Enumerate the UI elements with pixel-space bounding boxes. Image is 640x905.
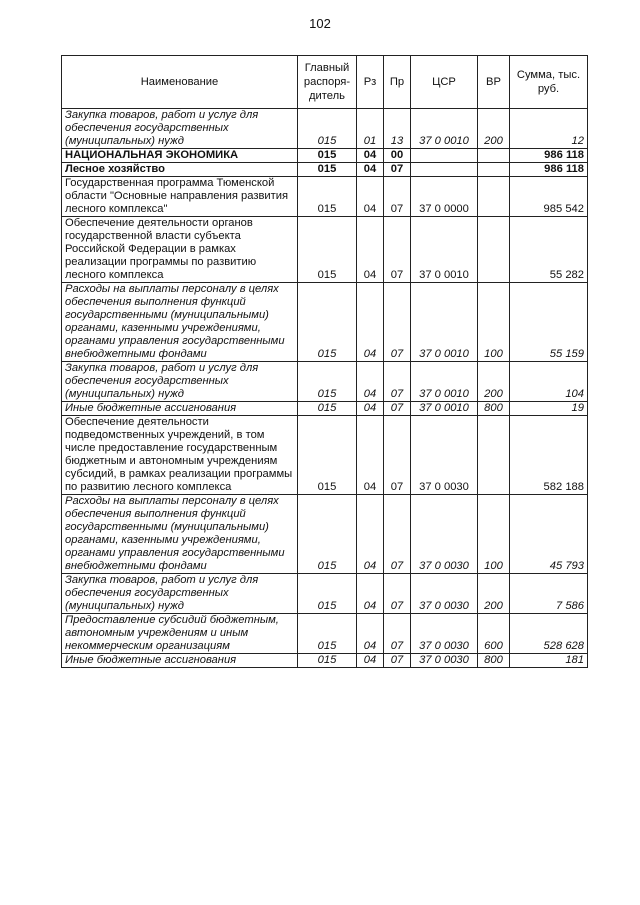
header-subsection: Пр [384, 56, 411, 109]
cell-name: Расходы на выплаты персоналу в целях обеспечения выполнения функций государственными (муниципальными) органами, казенными учреждениями, органами управления государственными внебюджетными фондами [62, 495, 298, 574]
cell-subsection: 13 [384, 109, 411, 149]
cell-subsection: 07 [384, 217, 411, 283]
cell-expense-type: 800 [478, 654, 510, 668]
table-row [62, 163, 588, 177]
cell-amount: 528 628 [510, 614, 588, 654]
cell-amount: 985 542 [510, 177, 588, 217]
cell-subsection: 07 [384, 362, 411, 402]
cell-amount: 19 [510, 402, 588, 416]
cell-section: 04 [357, 362, 384, 402]
table-row [62, 109, 588, 149]
cell-section: 04 [357, 416, 384, 495]
cell-expense-type: 800 [478, 402, 510, 416]
cell-chief-manager: 015 [298, 163, 357, 177]
cell-expense-type: 100 [478, 283, 510, 362]
cell-target-article: 37 0 0010 [411, 217, 478, 283]
cell-amount: 12 [510, 109, 588, 149]
cell-amount: 45 793 [510, 495, 588, 574]
cell-target-article: 37 0 0030 [411, 574, 478, 614]
cell-chief-manager: 015 [298, 402, 357, 416]
header-amount: Сумма, тыс. руб. [510, 56, 588, 109]
cell-subsection: 07 [384, 177, 411, 217]
cell-section: 04 [357, 283, 384, 362]
table-row [62, 402, 588, 416]
cell-amount: 104 [510, 362, 588, 402]
table-body [62, 109, 588, 668]
cell-expense-type: 200 [478, 574, 510, 614]
cell-expense-type: 200 [478, 109, 510, 149]
table-row [62, 495, 588, 574]
cell-name: Расходы на выплаты персоналу в целях обеспечения выполнения функций государственными (муниципальными) органами, казенными учреждениями, органами управления государственными внебюджетными фондами [62, 283, 298, 362]
cell-expense-type [478, 163, 510, 177]
cell-chief-manager: 015 [298, 109, 357, 149]
cell-name: Иные бюджетные ассигнования [62, 402, 298, 416]
cell-target-article [411, 163, 478, 177]
cell-expense-type [478, 416, 510, 495]
cell-name: Предоставление субсидий бюджетным, автономным учреждениям и иным некоммерческим организациям [62, 614, 298, 654]
table-row [62, 416, 588, 495]
header-expense-type: ВР [478, 56, 510, 109]
cell-chief-manager: 015 [298, 217, 357, 283]
table-row [62, 574, 588, 614]
cell-subsection: 07 [384, 163, 411, 177]
cell-chief-manager: 015 [298, 149, 357, 163]
page-number: 102 [309, 16, 331, 31]
cell-subsection: 07 [384, 283, 411, 362]
cell-subsection: 07 [384, 495, 411, 574]
cell-subsection: 07 [384, 574, 411, 614]
table-row [62, 217, 588, 283]
cell-expense-type: 200 [478, 362, 510, 402]
cell-chief-manager: 015 [298, 654, 357, 668]
cell-section: 04 [357, 574, 384, 614]
cell-target-article [411, 149, 478, 163]
cell-subsection: 07 [384, 614, 411, 654]
cell-chief-manager: 015 [298, 283, 357, 362]
cell-amount: 7 586 [510, 574, 588, 614]
cell-expense-type: 600 [478, 614, 510, 654]
cell-chief-manager: 015 [298, 574, 357, 614]
cell-subsection: 07 [384, 402, 411, 416]
cell-section: 04 [357, 402, 384, 416]
table-row [62, 149, 588, 163]
cell-section: 04 [357, 177, 384, 217]
cell-section: 04 [357, 614, 384, 654]
header-target-article: ЦСР [411, 56, 478, 109]
table-row [62, 614, 588, 654]
cell-expense-type [478, 149, 510, 163]
cell-expense-type [478, 217, 510, 283]
budget-table [61, 55, 588, 668]
cell-chief-manager: 015 [298, 495, 357, 574]
table-header-row [62, 56, 588, 109]
cell-subsection: 07 [384, 416, 411, 495]
cell-target-article: 37 0 0030 [411, 416, 478, 495]
cell-section: 04 [357, 654, 384, 668]
table-row [62, 177, 588, 217]
cell-target-article: 37 0 0010 [411, 362, 478, 402]
cell-target-article: 37 0 0030 [411, 495, 478, 574]
cell-name: Обеспечение деятельности органов государственной власти субъекта Российской Федерации в рамках реализации программы по развитию лесного комплекса [62, 217, 298, 283]
cell-expense-type: 100 [478, 495, 510, 574]
cell-amount: 55 282 [510, 217, 588, 283]
cell-name: Государственная программа Тюменской области "Основные направления развития лесного комплекса" [62, 177, 298, 217]
cell-expense-type [478, 177, 510, 217]
cell-target-article: 37 0 0030 [411, 614, 478, 654]
table-row [62, 654, 588, 668]
cell-subsection: 07 [384, 654, 411, 668]
cell-target-article: 37 0 0010 [411, 283, 478, 362]
cell-amount: 986 118 [510, 163, 588, 177]
table-row [62, 362, 588, 402]
cell-amount: 55 159 [510, 283, 588, 362]
cell-name: Закупка товаров, работ и услуг для обеспечения государственных (муниципальных) нужд [62, 109, 298, 149]
header-chief-manager: Главный распоря-дитель [298, 56, 357, 109]
cell-subsection: 00 [384, 149, 411, 163]
cell-chief-manager: 015 [298, 614, 357, 654]
cell-target-article: 37 0 0000 [411, 177, 478, 217]
cell-section: 04 [357, 217, 384, 283]
cell-chief-manager: 015 [298, 416, 357, 495]
cell-name: НАЦИОНАЛЬНАЯ ЭКОНОМИКА [62, 149, 298, 163]
cell-name: Закупка товаров, работ и услуг для обеспечения государственных (муниципальных) нужд [62, 574, 298, 614]
cell-name: Обеспечение деятельности подведомственных учреждений, в том числе предоставление государственным бюджетным и автономным учреждениям субсидий, в рамках реализации программы по развитию лесного комплекса [62, 416, 298, 495]
cell-name: Закупка товаров, работ и услуг для обеспечения государственных (муниципальных) нужд [62, 362, 298, 402]
cell-section: 04 [357, 163, 384, 177]
cell-amount: 986 118 [510, 149, 588, 163]
cell-section: 01 [357, 109, 384, 149]
cell-target-article: 37 0 0010 [411, 402, 478, 416]
cell-section: 04 [357, 495, 384, 574]
header-section: Рз [357, 56, 384, 109]
cell-chief-manager: 015 [298, 362, 357, 402]
cell-chief-manager: 015 [298, 177, 357, 217]
table-row [62, 283, 588, 362]
cell-name: Иные бюджетные ассигнования [62, 654, 298, 668]
cell-amount: 181 [510, 654, 588, 668]
cell-target-article: 37 0 0010 [411, 109, 478, 149]
cell-section: 04 [357, 149, 384, 163]
cell-target-article: 37 0 0030 [411, 654, 478, 668]
cell-amount: 582 188 [510, 416, 588, 495]
header-name: Наименование [62, 56, 298, 109]
cell-name: Лесное хозяйство [62, 163, 298, 177]
